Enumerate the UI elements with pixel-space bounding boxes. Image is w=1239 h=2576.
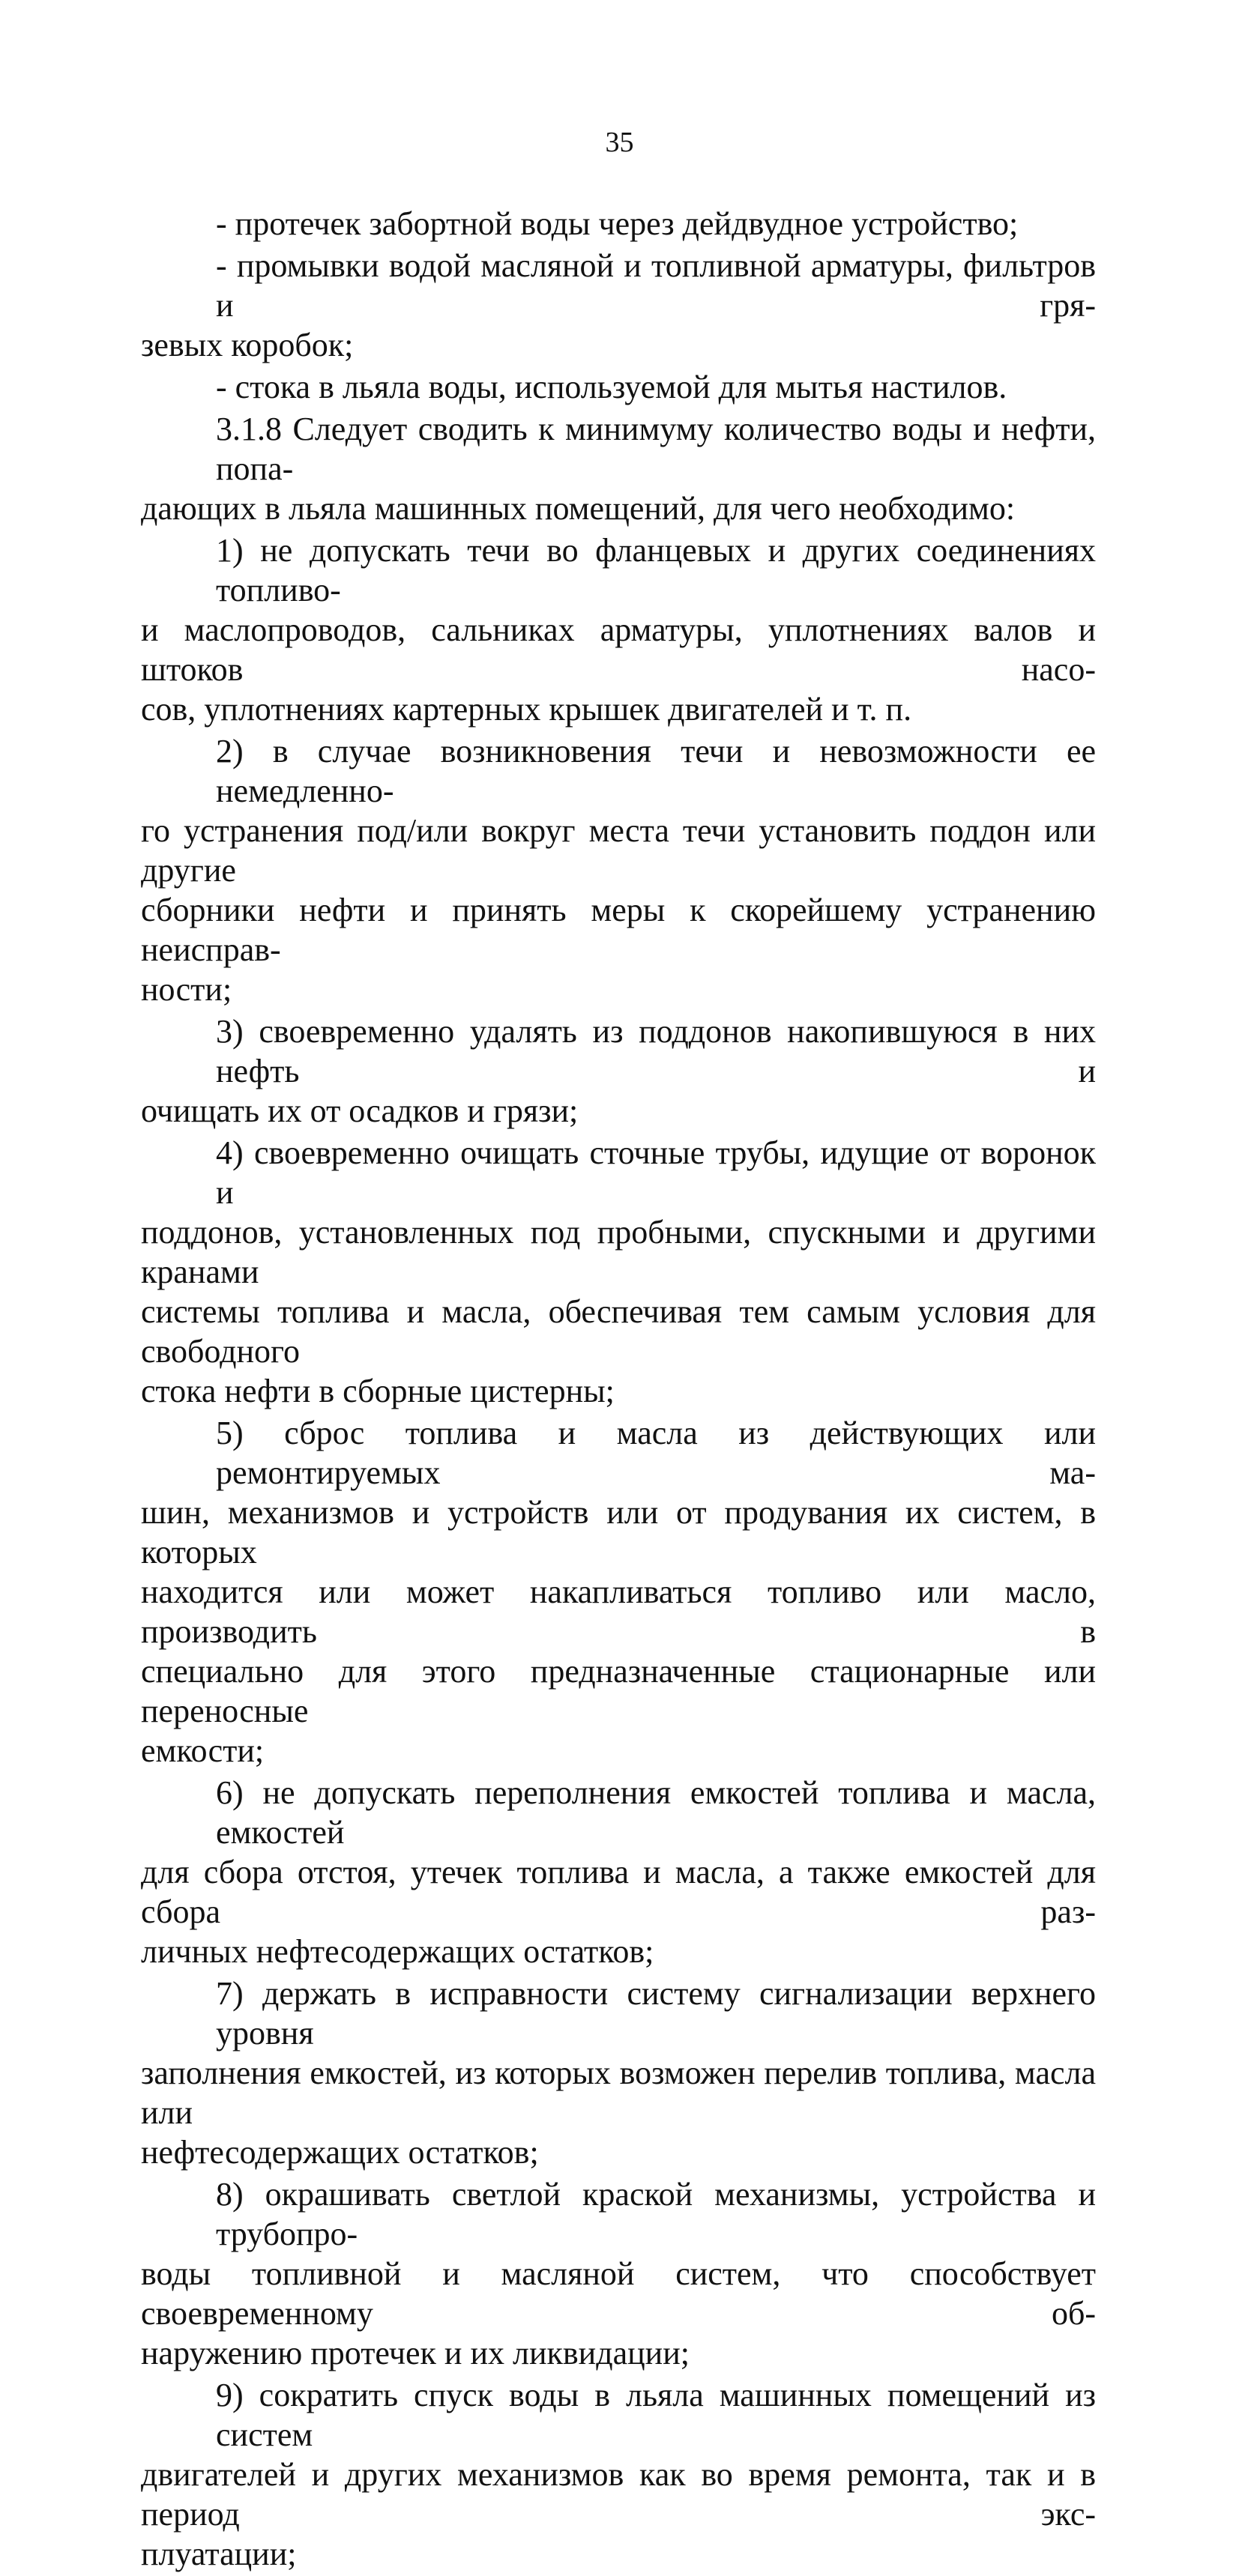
text-line: и маслопроводов, сальниках арматуры, уплотнениях валов и штоков насо-	[141, 611, 1096, 688]
text-line: сов, уплотнениях картерных крышек двигателей и т. п.	[141, 691, 912, 728]
text-line: 9) сократить спуск воды в льяла машинных помещений из систем	[216, 2377, 1096, 2453]
text-line: очищать их от осадков и грязи;	[141, 1092, 579, 1129]
text-line: емкости;	[141, 1732, 265, 1769]
text-line: го устранения под/или вокруг места течи установить поддон или другие	[141, 812, 1096, 889]
text-line: зевых коробок;	[141, 327, 354, 363]
paragraph	[141, 2375, 1096, 2574]
text-line: - стока в льяла воды, используемой для мытья настилов.	[216, 369, 1007, 405]
paragraph	[141, 246, 1096, 365]
text-line: воды топливной и масляной систем, что способствует своевременному об-	[141, 2255, 1096, 2332]
paragraph	[141, 367, 1096, 407]
text-line: заполнения емкостей, из которых возможен перелив топлива, масла или	[141, 2055, 1096, 2131]
text-line: 5) сброс топлива и масла из действующих или ремонтируемых ма-	[216, 1415, 1096, 1491]
paragraph	[141, 409, 1096, 528]
paragraph	[141, 731, 1096, 1009]
page-number: 35	[605, 127, 634, 158]
text-line: 3) своевременно удалять из поддонов накопившуюся в них нефть и	[216, 1013, 1096, 1089]
text-line: 4) своевременно очищать сточные трубы, идущие от воронок и	[216, 1134, 1096, 1211]
text-line: 1) не допускать течи во фланцевых и других соединениях топливо-	[216, 532, 1096, 608]
text-line: плуатации;	[141, 2536, 297, 2572]
text-line: 2) в случае возникновения течи и невозможности ее немедленно-	[216, 733, 1096, 809]
text-line: 3.1.8 Следует сводить к минимуму количество воды и нефти, попа-	[216, 411, 1096, 487]
text-line: системы топлива и масла, обеспечивая тем самым условия для свободного	[141, 1293, 1096, 1370]
text-line: для сбора отстоя, утечек топлива и масла, а также емкостей для сбора раз-	[141, 1854, 1096, 1930]
text-line: наружению протечек и их ликвидации;	[141, 2335, 690, 2371]
paragraph	[141, 1773, 1096, 1971]
text-line: стока нефти в сборные цистерны;	[141, 1373, 615, 1409]
text-line: специально для этого предназначенные стационарные или переносные	[141, 1653, 1096, 1729]
text-line: двигателей и других механизмов как во время ремонта, так и в период экс-	[141, 2456, 1096, 2533]
body-text	[141, 204, 1096, 2576]
text-line: личных нефтесодержащих остатков;	[141, 1933, 654, 1970]
text-line: дающих в льяла машинных помещений, для чего необходимо:	[141, 490, 1016, 527]
text-line: поддонов, установленных под пробными, спускными и другими кранами	[141, 1214, 1096, 1290]
text-line: шин, механизмов и устройств или от продувания их систем, в которых	[141, 1494, 1096, 1570]
paragraph	[141, 204, 1096, 244]
paragraph	[141, 530, 1096, 729]
text-line: 7) держать в исправности систему сигнализации верхнего уровня	[216, 1975, 1096, 2052]
paragraph	[141, 1974, 1096, 2172]
paragraph	[141, 1012, 1096, 1131]
paragraph	[141, 2174, 1096, 2373]
text-line: - протечек забортной воды через дейдвудное устройство;	[216, 205, 1019, 242]
text-line: нефтесодержащих остатков;	[141, 2134, 539, 2171]
paragraph	[141, 1133, 1096, 1411]
paragraph	[141, 1413, 1096, 1771]
text-line: ности;	[141, 971, 232, 1008]
text-line: 6) не допускать переполнения емкостей топлива и масла, емкостей	[216, 1774, 1096, 1851]
text-line: находится или может накапливаться топливо или масло, производить в	[141, 1573, 1096, 1650]
text-line: сборники нефти и принять меры к скорейшему устранению неисправ-	[141, 892, 1096, 968]
text-line: - промывки водой масляной и топливной арматуры, фильтров и гря-	[216, 247, 1096, 324]
text-line: 8) окрашивать светлой краской механизмы, устройства и трубопро-	[216, 2176, 1096, 2252]
